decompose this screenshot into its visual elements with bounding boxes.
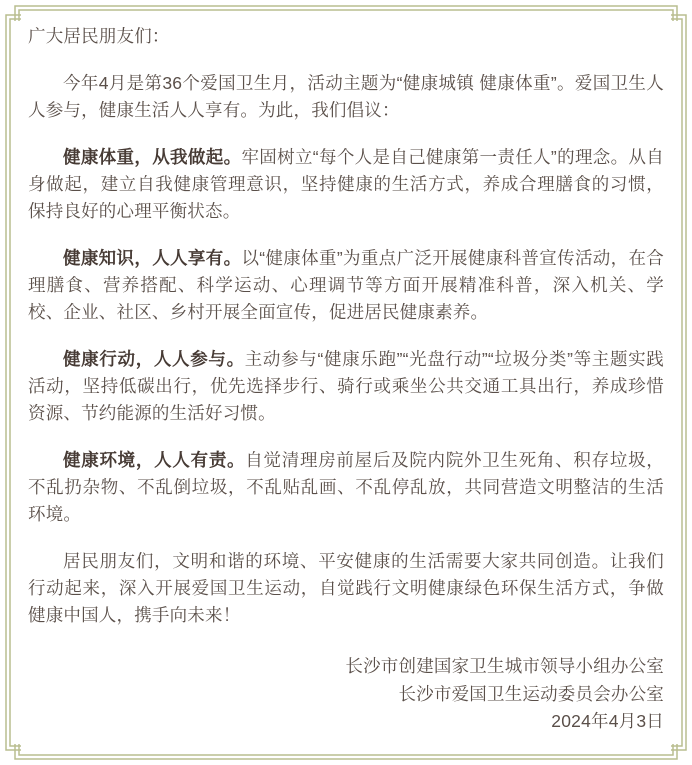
signature-date: 2024年4月3日 (551, 711, 664, 731)
closing-paragraph: 居民朋友们，文明和谐的环境、平安健康的生活需要大家共同创造。让我们行动起来，深入开展爱国卫生运动，自觉践行文明健康绿色环保生活方式，争做健康中国人，携手向未来！ (28, 551, 664, 625)
initiative-paragraph-action (28, 346, 664, 427)
initiative-paragraph-environment (28, 447, 664, 528)
initiative-body-knowledge: 以“健康体重”为重点广泛开展健康科普宣传活动，在合理膳食、营养搭配、科学运动、心理调节等方面开展精准科普，深入机关、学校、企业、社区、乡村开展全面宣传，促进居民健康素养。 (28, 248, 665, 322)
notice-content (28, 23, 664, 736)
frame-right-inner-line (671, 19, 682, 746)
initiative-heading-action: 健康行动，人人参与。 (63, 349, 245, 369)
initiative-heading-environment: 健康环境，人人有责。 (63, 450, 246, 470)
initiative-paragraph-weight (28, 144, 664, 225)
initiative-body-weight: 牢固树立“每个人是自己健康第一责任人”的理念。从自身做起，建立自我健康管理意识，坚持健康的生活方式，养成合理膳食的习惯，保持良好的心理平衡状态。 (28, 147, 665, 221)
initiative-heading-knowledge: 健康知识，人人享有。 (63, 248, 242, 268)
frame-bottom-outer-line (15, 744, 677, 759)
frame-top-outer-line (15, 6, 677, 21)
frame-left-outer-line (6, 15, 21, 750)
salutation: 广大居民朋友们： (28, 26, 170, 46)
initiative-paragraph-knowledge (28, 245, 664, 326)
initiative-body-action: 主动参与“健康乐跑”“光盘行动”“垃圾分类”等主题实践活动，坚持低碳出行，优先选择步行、骑行或乘坐公共交通工具出行，养成珍惜资源、节约能源的生活好习惯。 (28, 349, 664, 423)
intro-paragraph: 今年4月是第36个爱国卫生月，活动主题为“健康城镇 健康体重”。爱国卫生人人参与，健康生活人人享有。为此，我们倡议： (28, 73, 664, 120)
frame-top-inner-line (19, 10, 673, 21)
signature-block (28, 653, 664, 736)
initiative-body-environment: 自觉清理房前屋后及院内院外卫生死角、积存垃圾，不乱扔杂物、不乱倒垃圾，不乱贴乱画、不乱停乱放，共同营造文明整洁的生活环境。 (28, 450, 664, 524)
frame-left-inner-line (10, 19, 21, 746)
signature-org-2: 长沙市爱国卫生运动委员会办公室 (398, 683, 664, 704)
frame-right-outer-line (671, 15, 686, 750)
frame-bottom-inner-line (19, 744, 673, 755)
initiative-heading-weight: 健康体重，从我做起。 (63, 147, 242, 167)
signature-org-1: 长沙市创建国家卫生城市领导小组办公室 (345, 656, 664, 676)
